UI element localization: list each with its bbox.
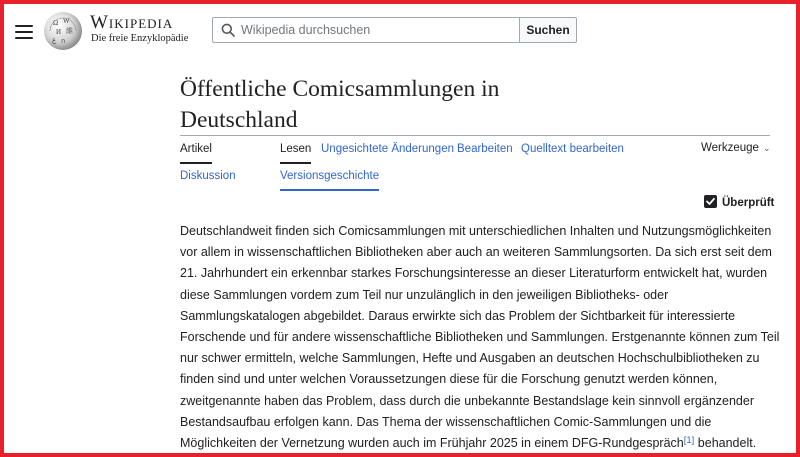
search-icon: [221, 23, 235, 37]
svg-text:Ω: Ω: [53, 19, 59, 27]
tab-edit-source[interactable]: Quelltext bearbeiten: [521, 143, 624, 155]
body-line: Sammlungskatalogen abgebildet. Daraus erwirkte sich das Problem der Sichtbarkeit für interessierte: [180, 308, 736, 323]
tools-menu[interactable]: [701, 142, 771, 154]
search-button[interactable]: Suchen: [519, 17, 577, 43]
tab-history[interactable]: Versionsgeschichte: [280, 169, 379, 191]
body-line: zweitgenannte haben das Problem, dass durch die unbekannte Bestandslage kein sinnvoll ergänzender: [180, 393, 754, 408]
wikipedia-globe-icon[interactable]: [44, 12, 82, 50]
hamburger-menu-icon[interactable]: [15, 25, 33, 39]
tab-unreviewed-changes[interactable]: Ungesichtete Änderungen: [321, 143, 454, 155]
body-line-last: [180, 433, 774, 453]
reviewed-indicator[interactable]: [704, 195, 774, 209]
page-title-line-1: Öffentliche Comicsammlungen in: [180, 76, 500, 102]
body-line: diese Sammlungen vordem zum Teil nur unzulänglich in den jeweiligen Bibliotheks- oder: [180, 287, 669, 302]
page-title-line-2: Deutschland: [180, 107, 298, 133]
tab-discussion[interactable]: Diskussion: [180, 170, 236, 182]
tools-label: Werkzeuge: [701, 142, 759, 154]
wikipedia-tagline: Die freie Enzyklopädie: [91, 33, 189, 44]
body-line: Bestandsaufbau erfolgen kann. Das Thema der wissenschaftlichen Comic-Sammlungen und die: [180, 414, 712, 429]
tab-read[interactable]: Lesen: [280, 142, 311, 164]
body-line-suffix: behandelt.: [694, 436, 757, 451]
body-line: Forschende und für andere wissenschaftliche Bibliotheken und Sammlungen. Erstgenannte können zum Teil: [180, 330, 780, 345]
svg-text:W: W: [63, 17, 70, 25]
chevron-down-icon: ⌄: [762, 143, 771, 153]
search-box: [212, 17, 519, 43]
body-line: finden sind und unter welchen Voraussetzungen diese für die Forschung genutzt werden können,: [180, 372, 718, 387]
wikipedia-page: [4, 4, 796, 453]
body-line: nur schwer ermitteln, welche Sammlungen, Hefte und Ausgaben an deutschen Hochschulbibliotheken zu: [180, 351, 760, 366]
body-line: Möglichkeiten der Vernetzung wurden auch im Frühjahr 2025 in einem DFG-Rundgespräch: [180, 436, 684, 451]
page-title: [180, 74, 600, 136]
reviewed-label: Überprüft: [722, 197, 775, 209]
article-body: [180, 221, 780, 453]
title-divider: [180, 135, 770, 136]
svg-text:И: И: [56, 28, 62, 36]
reference-link[interactable]: [1]: [683, 435, 695, 447]
svg-text:維: 維: [66, 27, 73, 35]
svg-text:ع: ع: [52, 36, 57, 44]
tab-article[interactable]: Artikel: [180, 142, 212, 164]
wikipedia-wordmark[interactable]: Wikipedia: [90, 12, 174, 33]
body-line: Deutschlandweit finden sich Comicsammlungen mit unterschiedlichen Inhalten und Nutzungsmöglichkeiten: [180, 224, 772, 238]
body-line: vor allem in wissenschaftlichen Bibliotheken aber auch an weiteren Sammlungsorten. Da sich erst seit dem: [180, 245, 772, 260]
search-input[interactable]: [241, 21, 511, 39]
tab-edit[interactable]: Bearbeiten: [457, 143, 513, 155]
checkbox-checked-icon: [704, 195, 717, 208]
body-line: 21. Jahrhundert ein erkennbar starkes Forschungsinteresse an dieser Literaturform entwickelt hat, wurden: [180, 266, 768, 281]
svg-text:ก: ก: [61, 37, 66, 45]
